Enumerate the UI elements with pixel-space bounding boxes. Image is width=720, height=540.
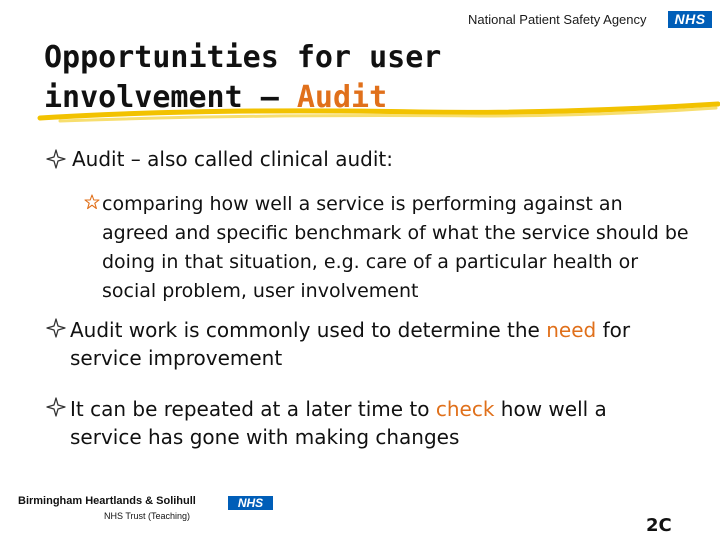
agency-name: National Patient Safety Agency (468, 12, 647, 27)
footer-org-name: Birmingham Heartlands & Solihull (18, 495, 196, 507)
bullet-2-before: Audit work is commonly used to determine the (70, 318, 547, 342)
bullet-2-text (70, 316, 680, 372)
title-line-1: Opportunities for user (44, 40, 442, 75)
sub-bullet-text: comparing how well a service is performing against an agreed and specific benchmark of what the service should be doing in that situation, e.g. care of a particular health or social problem, user involvement (102, 193, 689, 302)
footer-organisation (18, 495, 196, 521)
four-point-star-icon (46, 318, 66, 338)
slide-number: 2C (646, 515, 672, 536)
four-point-star-icon (46, 397, 66, 417)
four-point-star-icon (46, 149, 66, 169)
footer-org-subtitle: NHS Trust (Teaching) (104, 511, 191, 521)
nhs-logo: NHS (668, 11, 712, 28)
bullet-1-text: Audit – also called clinical audit: (72, 147, 393, 171)
small-star-icon (84, 194, 100, 210)
title-line-2-prefix: involvement – (44, 80, 297, 115)
bullet-2-after: for service improvement (70, 318, 631, 370)
bullet-3-text (70, 395, 680, 451)
title-line-2 (44, 78, 441, 118)
bullet-3-before: It can be repeated at a later time to (70, 397, 436, 421)
title-accent-audit: Audit (296, 80, 388, 115)
highlight-need: need (546, 318, 597, 342)
highlight-check: check (435, 397, 495, 421)
footer-nhs-logo: NHS (228, 496, 273, 510)
bullet-3-after: how well a service has gone with making changes (70, 397, 607, 449)
slide-title (44, 38, 441, 118)
